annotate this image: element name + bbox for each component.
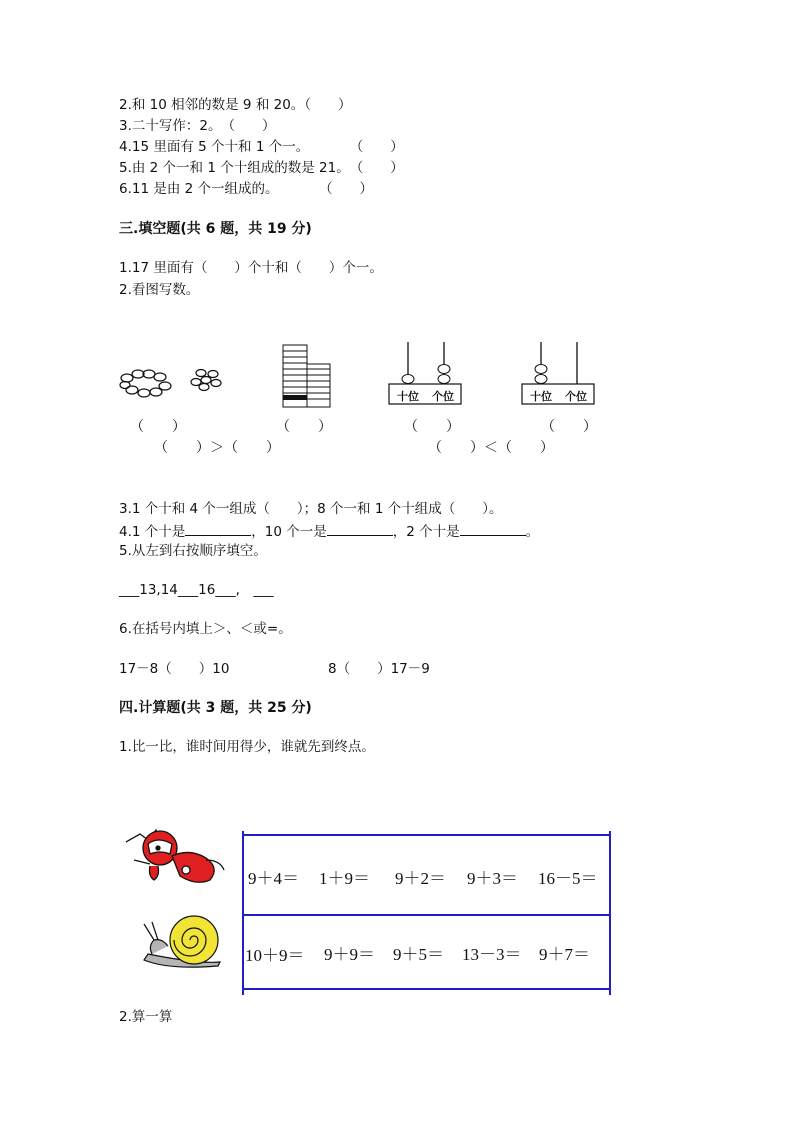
race-cell: 9＋3＝ xyxy=(467,869,518,888)
bundle-sticks-figure xyxy=(282,344,332,408)
race-cell: 13－3＝ xyxy=(462,945,522,964)
fill-q6-compare-b: 8（ ）17－9 xyxy=(328,661,430,677)
section-4-heading: 四.计算题(共 3 题，共 25 分) xyxy=(119,700,312,716)
fill-q4 xyxy=(119,521,539,541)
judge-item-6: 6.11 是由 2 个一组成的。 （ ） xyxy=(119,181,374,197)
figure-paren-2: （ ） xyxy=(276,419,332,435)
race-cell: 9＋5＝ xyxy=(393,945,444,964)
answer-blank-3[interactable] xyxy=(460,521,526,536)
figure-paren-1: （ ） xyxy=(130,419,186,435)
fill-q4-part-d: 。 xyxy=(525,524,540,540)
figure-paren-3: （ ） xyxy=(404,419,460,435)
race-row-racer xyxy=(242,841,611,921)
race-cell: 9＋7＝ xyxy=(539,945,590,964)
fill-q4-part-c: ，2 个十是 xyxy=(392,524,460,540)
abacus-right-ones-label: 个位 xyxy=(565,390,587,403)
snail-figure xyxy=(138,910,228,974)
fill-q4-part-a: 4.1 个十是 xyxy=(119,524,186,540)
fill-q4-part-b: ，10 个一是 xyxy=(251,524,327,540)
fill-q5: 5.从左到右按顺序填空。 xyxy=(119,543,267,559)
race-cell: 9＋4＝ xyxy=(248,869,299,888)
section-3-heading: 三.填空题(共 6 题，共 19 分) xyxy=(119,221,312,237)
fill-q5-sequence: ___13,14___16___, ___ xyxy=(119,582,274,598)
race-cell: 1＋9＝ xyxy=(319,869,370,888)
race-cell: 9＋9＝ xyxy=(324,945,375,964)
figure-paren-4: （ ） xyxy=(541,419,597,435)
abacus-left xyxy=(388,342,462,406)
abacus-right xyxy=(521,342,595,406)
judge-item-3: 3.二十写作：2。 （ ） xyxy=(119,118,276,134)
judge-item-2: 2.和 10 相邻的数是 9 和 20。（ ） xyxy=(119,97,352,113)
fill-q6-compare-a: 17－8（ ）10 xyxy=(119,661,230,677)
abacus-right-tens-label: 十位 xyxy=(530,390,552,403)
race-table xyxy=(242,831,611,995)
judge-item-4: 4.15 里面有 5 个十和 1 个一。 （ ） xyxy=(119,139,404,155)
figure-compare-left: （ ）＞（ ） xyxy=(154,440,280,456)
race-cell: 10＋9＝ xyxy=(245,946,305,965)
abacus-left-ones-label: 个位 xyxy=(432,390,454,403)
judge-item-5: 5.由 2 个一和 1 个十组成的数是 21。 （ ） xyxy=(119,160,404,176)
abacus-left-tens-label: 十位 xyxy=(397,390,419,403)
fill-q3: 3.1 个十和 4 个一组成（ ）；8 个一和 1 个十组成（ ）。 xyxy=(119,501,503,517)
calc-q1: 1.比一比，谁时间用得少，谁就先到终点。 xyxy=(119,739,375,755)
figure-compare-right: （ ）＜（ ） xyxy=(428,440,554,456)
fill-q6: 6.在括号内填上＞、＜或=。 xyxy=(119,621,292,637)
counting-ovals-figure xyxy=(118,365,228,401)
race-cell: 16－5＝ xyxy=(538,869,598,888)
answer-blank-1[interactable] xyxy=(185,521,251,536)
fill-q1: 1.17 里面有（ ）个十和（ ）个一。 xyxy=(119,260,383,276)
racer-figure xyxy=(120,820,240,892)
fill-q2: 2.看图写数。 xyxy=(119,282,200,298)
race-row-snail xyxy=(242,919,611,999)
answer-blank-2[interactable] xyxy=(327,521,393,536)
race-cell: 9＋2＝ xyxy=(395,869,446,888)
calc-q2: 2.算一算 xyxy=(119,1009,173,1025)
